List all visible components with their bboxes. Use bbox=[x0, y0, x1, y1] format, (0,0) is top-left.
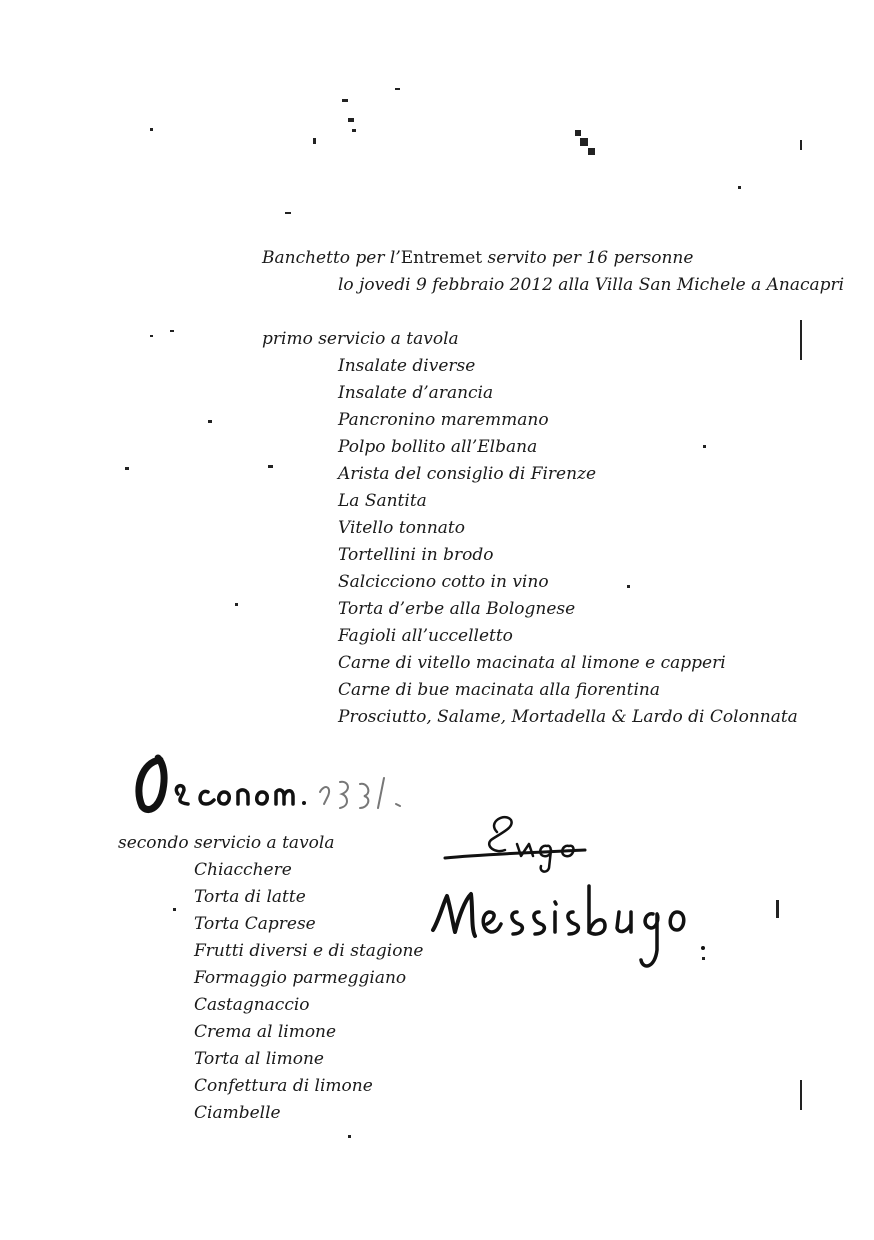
menu-item: Insalate d’arancia bbox=[338, 383, 494, 403]
title-part3: servito per 16 personne bbox=[482, 248, 694, 268]
title-entremet: Entremet bbox=[400, 248, 483, 268]
menu-item: Salcicciono cotto in vino bbox=[338, 572, 549, 592]
menu-item: Carne di bue macinata alla fiorentina bbox=[338, 680, 660, 700]
messisbugo-signature bbox=[425, 800, 715, 1000]
menu-item: Frutti diversi e di stagione bbox=[194, 941, 424, 961]
first-service-list bbox=[338, 353, 798, 731]
menu-item: Arista del consiglio di Firenze bbox=[338, 464, 597, 484]
menu-item: Tortellini in brodo bbox=[338, 545, 494, 565]
menu-item: Pancronino maremmano bbox=[338, 410, 549, 430]
menu-item: Chiacchere bbox=[194, 860, 292, 880]
first-service-heading: primo servicio a tavola bbox=[262, 329, 459, 349]
menu-item: Vitello tonnato bbox=[338, 518, 465, 538]
menu-item: Ciambelle bbox=[194, 1103, 281, 1123]
banquet-title bbox=[262, 245, 693, 272]
menu-item: Torta al limone bbox=[194, 1049, 324, 1069]
menu-item: Insalate diverse bbox=[338, 356, 476, 376]
menu-item: Torta di latte bbox=[194, 887, 306, 907]
oeconom-handwriting bbox=[128, 750, 438, 820]
second-service-heading: secondo servicio a tavola bbox=[118, 833, 335, 853]
menu-item: Formaggio parmeggiano bbox=[194, 968, 407, 988]
menu-item: La Santita bbox=[338, 491, 427, 511]
second-service-list bbox=[194, 857, 424, 1127]
menu-item: Fagioli all’uccelletto bbox=[338, 626, 513, 646]
menu-item: Confettura di limone bbox=[194, 1076, 373, 1096]
menu-item: Torta d’erbe alla Bolognese bbox=[338, 599, 576, 619]
title-part1: Banchetto per l’ bbox=[262, 248, 401, 268]
menu-item: Prosciutto, Salame, Mortadella & Lardo di Colonnata bbox=[338, 707, 798, 727]
menu-item: Carne di vitello macinata al limone e capperi bbox=[338, 653, 726, 673]
menu-item: Castagnaccio bbox=[194, 995, 310, 1015]
menu-item: Crema al limone bbox=[194, 1022, 337, 1042]
banquet-date-location: lo jovedi 9 febbraio 2012 alla Villa San Michele a Anacapri bbox=[338, 275, 845, 295]
menu-item: Torta Caprese bbox=[194, 914, 316, 934]
menu-item: Polpo bollito all’Elbana bbox=[338, 437, 538, 457]
